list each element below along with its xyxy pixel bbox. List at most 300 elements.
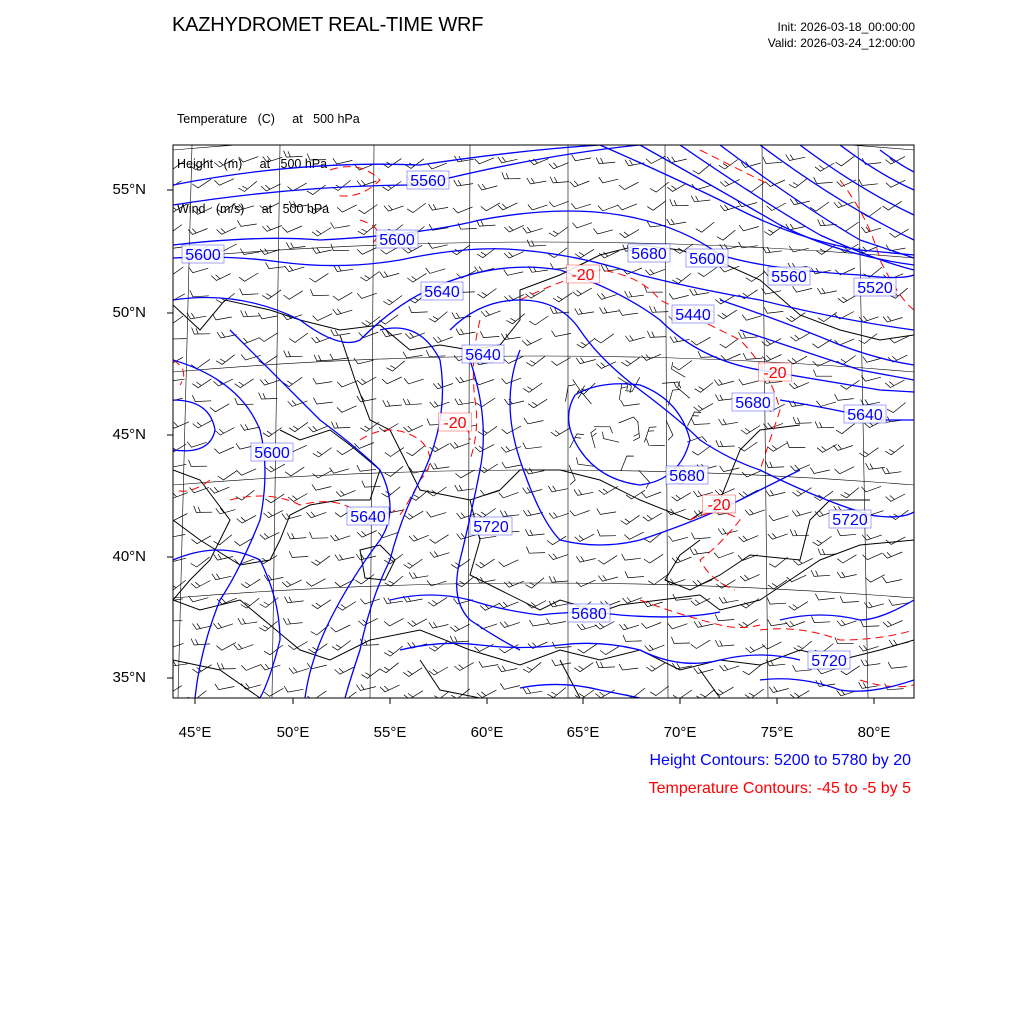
wind-barb <box>672 493 691 501</box>
wind-barb <box>504 399 524 405</box>
wind-barb <box>164 643 184 648</box>
wind-barb <box>168 514 188 521</box>
wind-barb <box>549 513 569 519</box>
wind-barb <box>286 242 305 248</box>
wind-barb <box>622 554 641 560</box>
wind-barb <box>212 574 232 580</box>
wind-barb <box>577 624 597 630</box>
wind-barb <box>476 559 495 568</box>
wind-barb <box>523 688 542 694</box>
wind-barb <box>742 315 762 321</box>
wind-barb <box>498 157 518 163</box>
wind-barb <box>404 378 424 384</box>
wind-barb <box>503 357 523 364</box>
wind-barb <box>599 177 619 183</box>
wind-barb <box>217 227 237 234</box>
wind-barb <box>450 636 469 642</box>
wind-barb <box>240 288 259 294</box>
wind-barb <box>258 356 277 365</box>
wind-barb <box>818 548 837 554</box>
wind-barb <box>429 204 448 210</box>
wind-barb <box>714 380 734 386</box>
wind-barb <box>239 273 258 281</box>
wind-barb <box>289 422 308 431</box>
wind-barb <box>283 618 302 624</box>
lon-label-55: 55°E <box>373 724 407 741</box>
wind-barb <box>213 623 233 629</box>
wind-barb <box>187 313 206 319</box>
wind-barb <box>619 417 639 423</box>
wind-barb <box>522 338 542 345</box>
wind-barb <box>670 199 689 206</box>
height-label <box>854 278 896 297</box>
wind-barb <box>190 160 209 170</box>
wind-barb <box>672 557 692 563</box>
wind-barb <box>433 337 453 343</box>
wind-barb <box>528 399 547 408</box>
svg-text:5640: 5640 <box>465 347 501 364</box>
wind-barb <box>260 203 280 210</box>
wind-barb <box>762 288 782 294</box>
wind-barb <box>862 208 881 218</box>
wind-barb <box>715 640 734 646</box>
lon-label-75: 75°E <box>760 724 794 741</box>
wind-barb <box>524 418 544 424</box>
wind-barb <box>499 602 519 608</box>
wind-barb <box>403 668 422 677</box>
wind-barb <box>837 620 857 626</box>
wind-barb <box>642 623 662 629</box>
wind-barb <box>358 618 378 625</box>
wind-barb <box>498 666 518 672</box>
wind-barb <box>833 445 853 451</box>
wind-barb <box>241 665 261 671</box>
lat-label-40: 40°N <box>112 548 146 565</box>
wind-barb <box>192 379 211 388</box>
wind-barb <box>525 468 545 474</box>
wind-barb <box>404 559 423 568</box>
wind-barb <box>478 426 497 435</box>
graticule <box>173 134 914 698</box>
wind-barb <box>212 314 231 320</box>
wind-barb <box>451 559 470 568</box>
wind-barb <box>450 442 470 448</box>
wind-barb <box>405 159 424 169</box>
wind-barb <box>191 581 210 589</box>
wind-barb <box>189 596 209 602</box>
lon-label-70: 70°E <box>663 724 697 741</box>
wind-barb <box>837 555 856 563</box>
wind-barb <box>526 547 545 554</box>
wind-barb <box>694 668 714 674</box>
wind-barb <box>504 252 524 259</box>
wind-barb <box>329 468 349 474</box>
height-label <box>672 305 714 324</box>
wind-barb <box>236 490 255 500</box>
wind-barb <box>603 432 620 443</box>
wind-barb <box>284 597 303 603</box>
wind-barb <box>787 441 806 448</box>
wind-barb <box>549 163 569 169</box>
wind-barb <box>527 240 546 246</box>
wind-barb <box>574 489 594 495</box>
svg-text:5600: 5600 <box>689 251 725 268</box>
field-height: Height (m) at 500 hPa <box>177 157 328 171</box>
wind-barb <box>549 227 568 237</box>
map-title: KAZHYDROMET REAL-TIME WRF <box>172 14 484 36</box>
wind-barb <box>332 422 351 428</box>
wind-barb <box>506 314 524 324</box>
wind-barb <box>642 492 662 498</box>
wind-barb <box>193 208 213 215</box>
temperature-label <box>439 413 472 432</box>
wind-barb <box>427 512 447 518</box>
wind-barb <box>455 399 474 405</box>
wind-barb <box>718 310 737 319</box>
wind-barb <box>336 490 356 496</box>
lat-label-50: 50°N <box>112 304 146 321</box>
wind-barb <box>335 667 355 674</box>
wind-barb <box>165 375 184 381</box>
wind-barb <box>883 577 903 583</box>
wind-barb <box>430 401 450 407</box>
wind-barb <box>835 467 855 474</box>
wind-barb <box>504 581 524 587</box>
height-label <box>251 443 293 462</box>
wind-barb <box>576 457 594 466</box>
lon-label-45: 45°E <box>178 724 212 741</box>
wind-barb <box>310 532 329 538</box>
wind-barb <box>426 268 446 274</box>
wind-barb <box>841 488 859 498</box>
wind-barb <box>576 556 596 562</box>
wind-barb <box>648 575 667 584</box>
wind-barb <box>237 469 257 475</box>
wind-barb <box>643 513 662 521</box>
wind-barb <box>285 467 304 476</box>
wind-barb <box>837 572 857 578</box>
wind-barb <box>357 293 377 298</box>
wind-barb <box>738 555 758 561</box>
temperature-label <box>567 265 600 284</box>
wind-barb <box>644 554 663 563</box>
wind-barb <box>693 580 713 586</box>
wind-barb <box>332 641 351 651</box>
wind-barb <box>499 560 519 567</box>
wind-barb <box>386 361 404 371</box>
wind-barb <box>644 286 663 293</box>
wind-barb <box>429 641 448 651</box>
wind-barb <box>362 669 381 679</box>
wind-barb <box>382 377 402 384</box>
wind-barb <box>525 529 544 535</box>
wind-barb <box>767 598 786 604</box>
svg-text:-20: -20 <box>707 497 731 514</box>
wind-barb <box>337 205 357 212</box>
wind-barb <box>598 205 618 211</box>
lat-label-55: 55°N <box>112 181 146 198</box>
wind-barb <box>790 465 810 471</box>
wind-barb <box>837 529 856 535</box>
wind-barb <box>237 220 256 226</box>
wind-barb <box>719 419 738 425</box>
wind-barb <box>259 333 278 342</box>
wind-barb <box>547 619 566 625</box>
wind-barb <box>739 379 759 385</box>
wind-barb <box>816 401 836 407</box>
wind-barb <box>504 225 524 232</box>
wind-barb <box>241 579 260 588</box>
wind-barb <box>405 333 425 339</box>
temperature-contour-labels <box>439 265 792 514</box>
wind-barb <box>475 444 494 451</box>
wind-barb <box>214 447 234 454</box>
wind-barb <box>695 383 714 393</box>
height-label <box>407 171 449 190</box>
height-label <box>686 249 728 268</box>
wind-barb <box>188 229 208 235</box>
wind-barb <box>331 222 350 228</box>
wind-barb <box>217 203 236 213</box>
wind-barb <box>715 296 734 304</box>
wind-barb <box>645 645 665 651</box>
wind-barb <box>357 531 377 538</box>
wind-barb <box>669 536 689 542</box>
svg-text:-20: -20 <box>571 267 595 284</box>
wind-barb <box>215 684 235 690</box>
wind-barb <box>813 536 832 545</box>
wind-barb <box>359 205 378 214</box>
wind-barb <box>308 205 327 214</box>
wind-barb <box>860 448 879 457</box>
wind-barb <box>527 178 546 184</box>
wind-barb <box>380 272 400 278</box>
wind-barb <box>715 489 735 496</box>
wind-barb <box>237 515 256 523</box>
wind-barb <box>692 184 712 190</box>
wind-barb <box>859 645 879 651</box>
lon-label-60: 60°E <box>470 724 504 741</box>
wind-barb <box>644 427 656 443</box>
wind-barb <box>619 182 639 189</box>
wind-barb <box>383 400 402 406</box>
init-time: Init: 2026-03-18_00:00:00 <box>777 20 915 34</box>
wind-barb <box>331 625 351 632</box>
wind-barb <box>523 383 542 392</box>
wind-barb <box>284 686 303 692</box>
wind-barb <box>210 487 230 493</box>
wind-barb <box>698 267 717 276</box>
wind-barb <box>261 664 281 670</box>
wind-barb <box>312 228 331 237</box>
wind-barb <box>235 379 254 388</box>
wind-barb <box>263 428 282 437</box>
wind-barb <box>739 536 759 542</box>
wind-barb <box>380 685 400 692</box>
wind-barb <box>383 296 402 306</box>
wind-barb <box>288 494 307 502</box>
wind-barb <box>501 446 521 452</box>
svg-text:5720: 5720 <box>811 653 847 670</box>
wind-barb <box>314 355 333 361</box>
wind-barb <box>596 661 615 667</box>
wind-barb <box>404 511 423 519</box>
wind-barb <box>621 515 640 524</box>
wind-barb <box>647 331 666 337</box>
wind-barb <box>307 154 326 160</box>
wind-barb <box>169 422 189 428</box>
wind-barb <box>619 624 639 630</box>
wind-barb <box>649 306 668 312</box>
wind-barb <box>746 646 766 653</box>
lon-label-50: 50°E <box>276 724 310 741</box>
svg-text:5680: 5680 <box>669 468 705 485</box>
wind-barb <box>407 273 426 282</box>
height-label <box>568 604 610 623</box>
wind-barb <box>312 248 332 254</box>
height-label <box>470 517 512 536</box>
wind-barb <box>406 446 425 456</box>
wind-barb <box>334 265 353 271</box>
wind-barb <box>289 333 308 342</box>
wind-barb <box>691 418 710 424</box>
wind-barb <box>721 354 741 360</box>
wind-barb <box>481 311 501 317</box>
wind-barb <box>498 203 518 210</box>
svg-text:5720: 5720 <box>473 519 509 536</box>
wind-barb <box>216 355 235 365</box>
wind-barb <box>282 226 302 232</box>
wind-barb <box>600 646 619 654</box>
wind-barb <box>883 316 903 322</box>
wind-barb <box>502 462 521 468</box>
lat-label-35: 35°N <box>112 669 146 686</box>
wind-barb <box>217 643 236 651</box>
wind-barb <box>817 288 836 294</box>
wind-barb <box>766 490 786 496</box>
wind-barb <box>529 316 548 325</box>
wind-barb <box>429 667 448 675</box>
height-legend: Height Contours: 5200 to 5780 by 20 <box>649 752 911 769</box>
wind-barb <box>549 554 569 560</box>
wind-barb <box>646 439 664 446</box>
wind-barb <box>793 286 813 292</box>
wind-barb <box>429 622 449 628</box>
wind-barb <box>886 494 906 501</box>
wind-barb <box>885 445 904 455</box>
wind-barb <box>357 465 376 471</box>
wind-barb <box>720 339 739 348</box>
wind-barb <box>289 201 308 207</box>
wind-barb <box>385 466 404 476</box>
wind-barb <box>193 420 212 428</box>
wind-barb <box>214 159 233 167</box>
wind-barb <box>569 465 575 485</box>
wind-barb <box>409 535 429 541</box>
wind-barb <box>746 272 765 282</box>
wind-barb <box>882 468 901 474</box>
wind-barb <box>313 378 332 384</box>
wind-barb <box>885 380 905 388</box>
wind-barb <box>739 225 759 231</box>
wind-barb <box>621 456 634 471</box>
wind-barb <box>815 594 834 600</box>
wind-barb <box>790 333 809 341</box>
wind-barb <box>284 291 303 300</box>
wind-barb <box>409 306 428 312</box>
wind-barb <box>429 312 448 322</box>
wind-barb <box>455 470 474 478</box>
wind-barb <box>789 382 809 388</box>
wind-barb <box>354 358 374 364</box>
wind-barb <box>454 663 473 671</box>
wind-barb <box>331 535 351 541</box>
wind-barb <box>597 530 616 537</box>
wind-barb <box>814 177 833 183</box>
wind-barb <box>598 575 618 581</box>
wind-barb <box>168 492 188 498</box>
lon-label-80: 80°E <box>857 724 891 741</box>
wind-barb <box>239 157 259 163</box>
wind-barb <box>259 393 278 400</box>
wind-barb <box>666 421 673 441</box>
wind-barb <box>861 620 880 626</box>
wind-barb <box>332 180 351 190</box>
wind-barb <box>622 268 642 274</box>
wind-barb <box>598 555 617 564</box>
wind-barb <box>859 179 878 185</box>
wind-barb <box>673 361 692 371</box>
wind-barb <box>192 395 211 401</box>
wind-barb <box>600 307 619 313</box>
wind-barb <box>861 660 880 666</box>
wind-barb <box>384 205 404 211</box>
wind-barb <box>719 597 739 603</box>
wind-barb <box>811 570 830 576</box>
wind-barb <box>500 684 520 690</box>
wind-barb <box>191 639 210 645</box>
wind-barb <box>190 290 209 296</box>
wind-barb <box>354 443 374 449</box>
wind-barb <box>812 616 831 622</box>
wind-barb <box>570 511 590 516</box>
svg-text:5640: 5640 <box>847 407 883 424</box>
wind-barb <box>266 262 285 268</box>
wind-barb <box>258 313 277 319</box>
wind-barb <box>691 598 711 605</box>
wind-barb <box>526 356 545 366</box>
svg-text:5680: 5680 <box>631 246 667 263</box>
wind-barb <box>740 574 760 581</box>
wind-barb <box>453 598 473 604</box>
wind-barb <box>743 665 762 675</box>
wind-barb <box>309 273 328 282</box>
wind-barb <box>625 336 645 342</box>
wind-barb <box>479 661 498 667</box>
wind-barb <box>595 334 614 343</box>
wind-barb <box>523 443 542 449</box>
wind-barb <box>570 181 590 187</box>
wind-barb <box>214 535 233 545</box>
wind-barb <box>715 614 734 620</box>
height-label <box>347 507 389 526</box>
wind-barb <box>311 556 330 566</box>
wind-barb <box>382 159 401 168</box>
wind-barb <box>234 204 254 210</box>
wind-barb <box>765 461 784 467</box>
wind-barb <box>499 645 518 653</box>
svg-text:-20: -20 <box>763 365 787 382</box>
